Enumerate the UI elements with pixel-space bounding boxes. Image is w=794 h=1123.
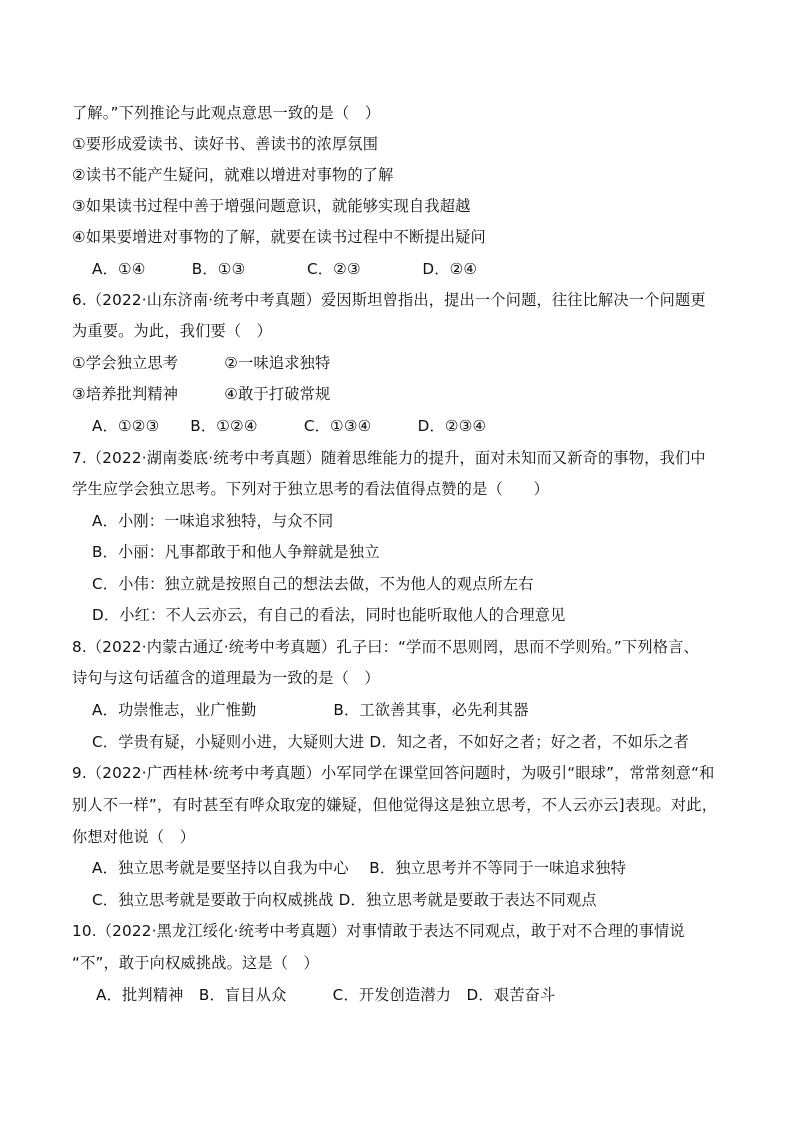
q7-option-c: C．小伟：独立就是按照自己的想法去做，不为他人的观点所左右 — [92, 575, 534, 593]
question-9-stem-line-2: 别人不一样”，有时甚至有哗众取宠的嫌疑，但他觉得这是独立思考，不人云亦云]表现。对此， — [72, 796, 718, 814]
q8-options-cd: C．学贵有疑，小疑则小进，大疑则大进 D．知之者，不如好之者；好之者，不如乐之者 — [92, 733, 690, 751]
q6-statements-row-1: ①学会独立思考 ②一味追求独特 — [72, 354, 331, 372]
question-10-stem: 10.（2022·黑龙江绥化·统考中考真题）对事情敢于表达不同观点，敢于对不合理的事情说 — [72, 922, 685, 940]
question-6-stem: 6.（2022·山东济南·统考中考真题）爱因斯坦曾指出，提出一个问题，往往比解决一个问题更 — [72, 291, 706, 309]
q10-options: A．批判精神 B．盲目从众 C．开发创造潜力 D．艰苦奋斗 — [96, 986, 556, 1004]
question-7-stem-line-2: 学生应学会独立思考。下列对于独立思考的看法值得点赞的是（ ） — [72, 480, 550, 498]
question-8-stem: 8.（2022·内蒙古通辽·统考中考真题）孔子曰：“学而不思则罔，思而不学则殆。”下列格言、 — [72, 638, 699, 656]
question-8-stem-line-2: 诗句与这句话蕴含的道理最为一致的是（ ） — [72, 669, 380, 687]
question-9-stem-line-3: 你想对他说（ ） — [72, 828, 196, 846]
question-5-stem-continued: 了解。”下列推论与此观点意思一致的是（ ） — [72, 104, 381, 122]
q7-option-d: D．小红：不人云亦云，有自己的看法，同时也能听取他人的合理意见 — [92, 606, 566, 624]
question-7-stem: 7.（2022·湖南娄底·统考中考真题）随着思维能力的提升，面对未知而又新奇的事物，我们中 — [72, 449, 706, 467]
q8-options-ab: A．功崇惟志，业广惟勤 B．工欲善其事，必先利其器 — [92, 701, 529, 719]
q5-options: A．①④ B．①③ C．②③ D．②④ — [92, 260, 478, 278]
q5-statement-3: ③如果读书过程中善于增强问题意识，就能够实现自我超越 — [72, 197, 471, 215]
q7-option-a: A．小刚：一味追求独特，与众不同 — [92, 512, 334, 530]
q6-statements-row-2: ③培养批判精神 ④敢于打破常规 — [72, 385, 331, 403]
q6-options: A．①②③ B．①②④ C．①③④ D．②③④ — [92, 417, 487, 435]
q5-statement-4: ④如果要增进对事物的了解，就要在读书过程中不断提出疑问 — [72, 228, 486, 246]
question-10-stem-line-2: “不”，敢于向权威挑战。这是（ ） — [72, 954, 319, 972]
q5-statement-2: ②读书不能产生疑问，就难以增进对事物的了解 — [72, 166, 394, 184]
q9-options-ab: A．独立思考就是要坚持以自我为中心 B．独立思考并不等同于一味追求独特 — [92, 859, 627, 877]
question-6-stem-line-2: 为重要。为此，我们要（ ） — [72, 322, 273, 340]
question-9-stem: 9.（2022·广西桂林·统考中考真题）小军同学在课堂回答问题时，为吸引“眼球”，常常刻意“和 — [72, 764, 715, 782]
q9-options-cd: C．独立思考就是要敢于向权威挑战 D．独立思考就是要敢于表达不同观点 — [92, 891, 597, 909]
q5-statement-1: ①要形成爱读书、读好书、善读书的浓厚氛围 — [72, 135, 379, 153]
q7-option-b: B．小丽：凡事都敢于和他人争辩就是独立 — [92, 543, 380, 561]
